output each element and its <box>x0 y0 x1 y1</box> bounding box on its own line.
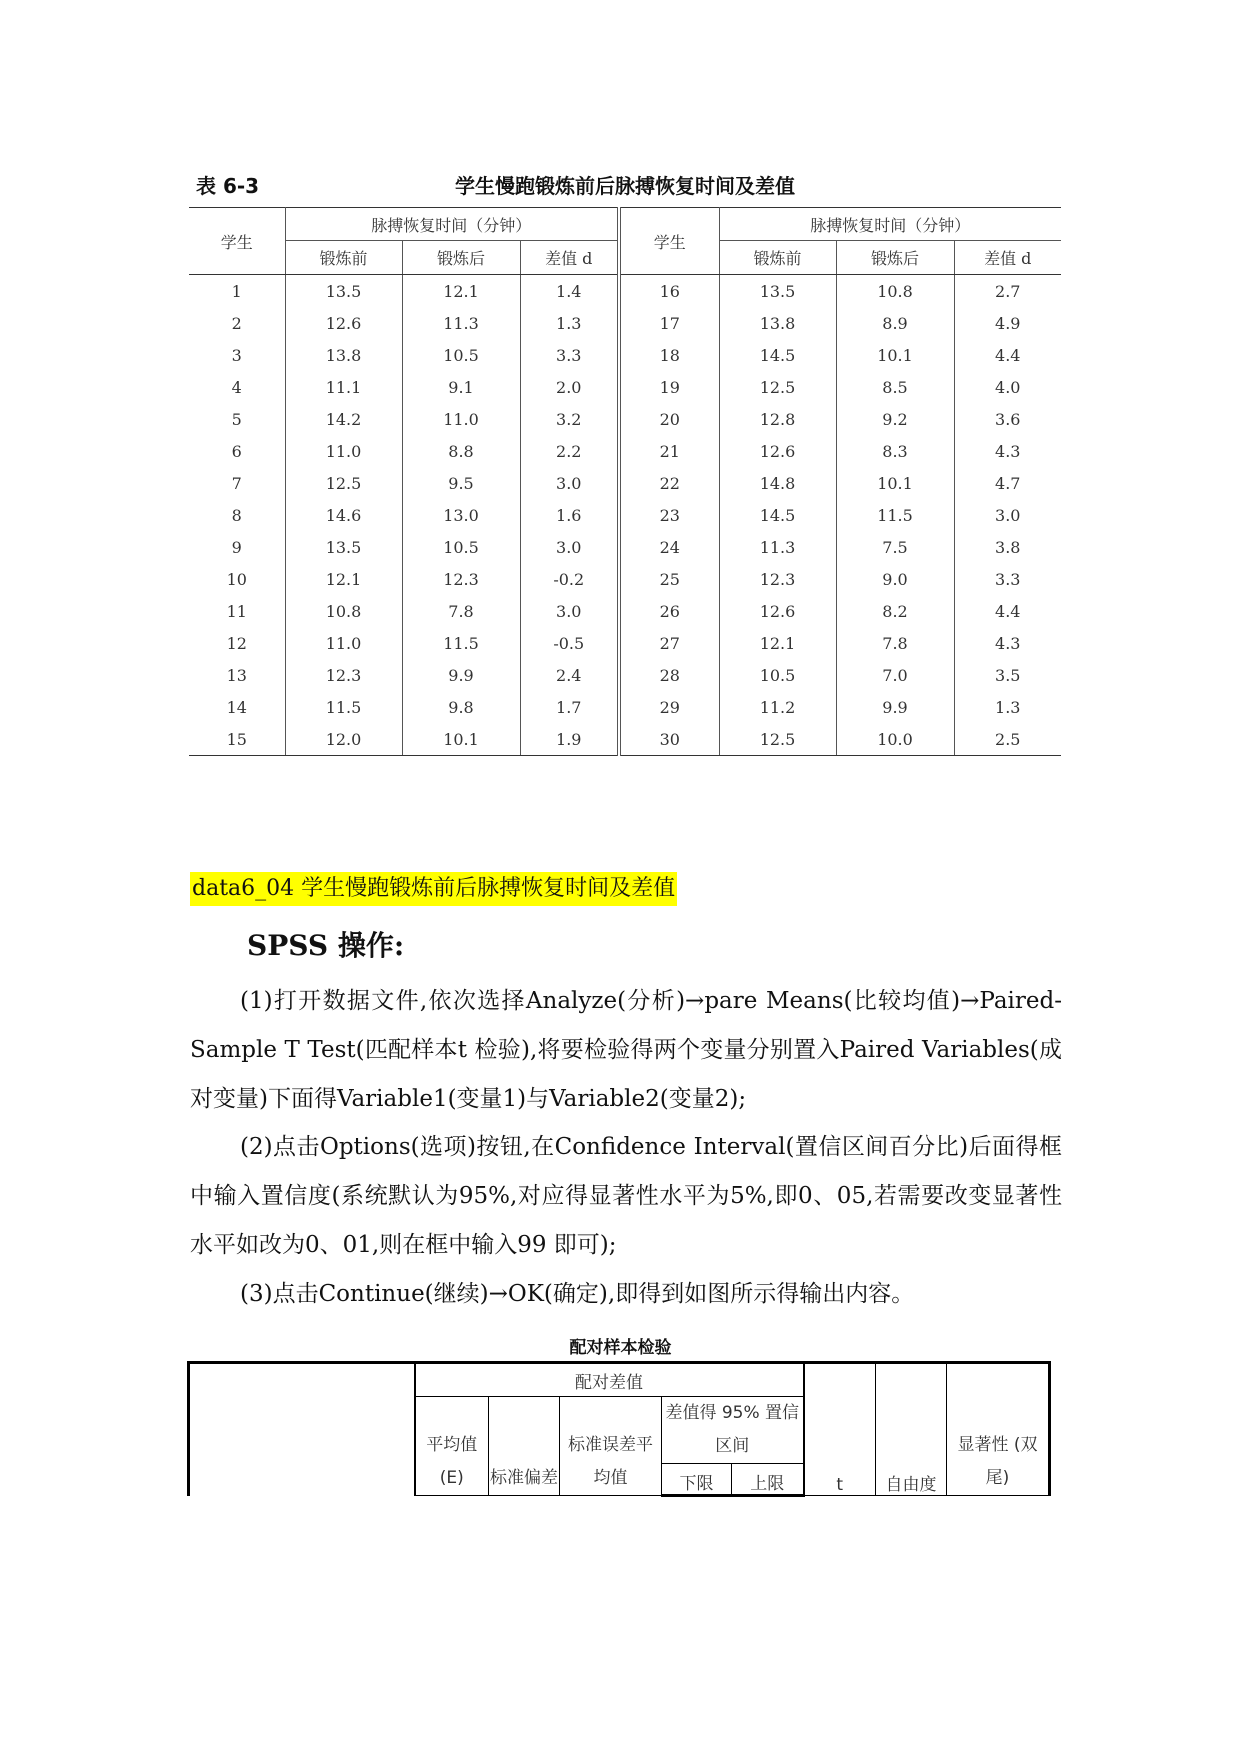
before-cell: 14.5 <box>719 339 836 371</box>
before-cell: 11.0 <box>285 435 402 467</box>
diff-cell: 3.2 <box>520 403 619 435</box>
header-group-left: 脉搏恢复时间（分钟） <box>285 208 619 241</box>
before-cell: 14.8 <box>719 467 836 499</box>
table-row <box>189 563 1061 595</box>
step-1-paragraph: (1)打开数据文件,依次选择Analyze(分析)→pare Means(比较均值)→Paired-Sample T Test(匹配样本t 检验),将要检验得两个变量分别置入Paired Variables(成对变量)下面得Variable1(变量1)与Variable2(变量2); <box>190 988 1062 1112</box>
diff-cell: 2.4 <box>520 659 619 691</box>
diff-cell: 4.4 <box>954 595 1061 627</box>
student-id-cell: 24 <box>619 531 719 563</box>
after-cell: 10.5 <box>402 339 520 371</box>
student-id-cell: 28 <box>619 659 719 691</box>
header-after-right: 锻炼后 <box>836 241 954 275</box>
after-cell: 11.3 <box>402 307 520 339</box>
after-cell: 12.1 <box>402 275 520 308</box>
student-id-cell: 30 <box>619 723 719 756</box>
student-id-cell: 1 <box>231 281 242 301</box>
paired-diff-header: 配对差值 <box>415 1363 804 1397</box>
student-id-cell: 27 <box>619 627 719 659</box>
after-cell: 9.2 <box>836 403 954 435</box>
before-cell: 12.3 <box>719 563 836 595</box>
before-cell: 12.0 <box>285 723 402 756</box>
diff-cell: 1.3 <box>954 691 1061 723</box>
diff-cell: -0.2 <box>520 563 619 595</box>
upper-header: 上限 <box>732 1464 804 1496</box>
before-cell: 13.5 <box>285 275 402 308</box>
diff-cell: 2.2 <box>520 435 619 467</box>
diff-cell: 1.9 <box>520 723 619 756</box>
header-after-left: 锻炼后 <box>402 241 520 275</box>
after-cell: 7.8 <box>836 627 954 659</box>
before-cell: 12.1 <box>719 627 836 659</box>
before-cell: 12.6 <box>719 435 836 467</box>
student-id-cell: 26 <box>619 595 719 627</box>
diff-cell: 3.6 <box>954 403 1061 435</box>
before-cell: 13.8 <box>719 307 836 339</box>
header-diff-right: 差值 d <box>954 241 1061 275</box>
after-cell: 11.5 <box>402 627 520 659</box>
table-caption <box>190 170 1060 200</box>
lower-header: 下限 <box>662 1464 732 1496</box>
table-row <box>189 467 1061 499</box>
std-dev-header: 标准偏差 <box>489 1397 560 1496</box>
before-cell: 11.5 <box>285 691 402 723</box>
table-row <box>189 403 1061 435</box>
student-id-cell: 5 <box>231 409 242 429</box>
before-cell: 12.5 <box>719 723 836 756</box>
after-cell: 10.5 <box>402 531 520 563</box>
student-id-cell: 23 <box>619 499 719 531</box>
student-id-cell: 12 <box>226 633 247 653</box>
table-row <box>189 595 1061 627</box>
after-cell: 8.9 <box>836 307 954 339</box>
after-cell: 11.5 <box>836 499 954 531</box>
after-cell: 10.1 <box>836 467 954 499</box>
diff-cell: 3.0 <box>520 467 619 499</box>
student-id-cell: 7 <box>231 473 242 493</box>
mean-header: 平均值 (E) <box>415 1397 489 1496</box>
diff-cell: 2.7 <box>954 275 1061 308</box>
table-row <box>189 659 1061 691</box>
student-id-cell: 9 <box>231 537 242 557</box>
student-id-cell: 17 <box>619 307 719 339</box>
table-row <box>189 691 1061 723</box>
diff-cell: 3.0 <box>954 499 1061 531</box>
header-before-right: 锻炼前 <box>719 241 836 275</box>
header-before-left: 锻炼前 <box>285 241 402 275</box>
before-cell: 12.8 <box>719 403 836 435</box>
table-title: 学生慢跑锻炼前后脉搏恢复时间及差值 <box>455 174 795 198</box>
after-cell: 7.8 <box>402 595 520 627</box>
after-cell: 8.5 <box>836 371 954 403</box>
before-cell: 13.5 <box>285 531 402 563</box>
student-id-cell: 8 <box>231 505 242 525</box>
before-cell: 13.5 <box>719 275 836 308</box>
before-cell: 12.5 <box>719 371 836 403</box>
diff-cell: -0.5 <box>520 627 619 659</box>
diff-cell: 1.7 <box>520 691 619 723</box>
after-cell: 9.0 <box>836 563 954 595</box>
after-cell: 10.1 <box>402 723 520 756</box>
diff-cell: 4.9 <box>954 307 1061 339</box>
before-cell: 14.2 <box>285 403 402 435</box>
after-cell: 9.5 <box>402 467 520 499</box>
after-cell: 11.0 <box>402 403 520 435</box>
student-id-cell: 13 <box>226 665 247 685</box>
before-cell: 10.5 <box>719 659 836 691</box>
table-row <box>189 371 1061 403</box>
ci-header: 差值得 95% 置信区间 <box>662 1397 804 1464</box>
after-cell: 10.8 <box>836 275 954 308</box>
table-body <box>189 275 1061 756</box>
diff-cell: 4.4 <box>954 339 1061 371</box>
table-row <box>189 307 1061 339</box>
step-3-paragraph: (3)点击Continue(继续)→OK(确定),即得到如图所示得输出内容。 <box>240 1281 915 1307</box>
before-cell: 10.8 <box>285 595 402 627</box>
diff-cell: 3.0 <box>520 595 619 627</box>
student-id-cell: 10 <box>226 569 247 589</box>
after-cell: 9.8 <box>402 691 520 723</box>
after-cell: 10.1 <box>836 339 954 371</box>
before-cell: 12.1 <box>285 563 402 595</box>
student-id-cell: 3 <box>231 345 242 365</box>
student-id-cell: 16 <box>619 275 719 308</box>
student-id-cell: 22 <box>619 467 719 499</box>
sig-header: 显著性 (双尾) <box>947 1363 1050 1496</box>
diff-cell: 4.7 <box>954 467 1061 499</box>
student-id-cell: 14 <box>226 697 247 717</box>
spss-output-caption: 配对样本检验 <box>569 1338 672 1358</box>
t-header: t <box>804 1363 876 1496</box>
table-row <box>189 531 1061 563</box>
header-student-left: 学生 <box>189 208 285 275</box>
student-id-cell: 2 <box>231 313 242 333</box>
after-cell: 8.8 <box>402 435 520 467</box>
diff-cell: 4.3 <box>954 627 1061 659</box>
spss-heading: SPSS 操作: <box>247 929 405 962</box>
row-header-cell <box>189 1363 415 1496</box>
table-row <box>189 627 1061 659</box>
table-row <box>189 275 1061 308</box>
after-cell: 9.9 <box>836 691 954 723</box>
header-diff-left: 差值 d <box>520 241 619 275</box>
student-id-cell: 19 <box>619 371 719 403</box>
header-group-right: 脉搏恢复时间（分钟） <box>719 208 1061 241</box>
before-cell: 14.6 <box>285 499 402 531</box>
table-row <box>189 723 1061 756</box>
after-cell: 7.0 <box>836 659 954 691</box>
before-cell: 11.2 <box>719 691 836 723</box>
dataset-label: data6_04 学生慢跑锻炼前后脉搏恢复时间及差值 <box>190 872 677 906</box>
after-cell: 10.0 <box>836 723 954 756</box>
before-cell: 12.6 <box>719 595 836 627</box>
student-id-cell: 21 <box>619 435 719 467</box>
before-cell: 11.3 <box>719 531 836 563</box>
table-row <box>189 435 1061 467</box>
diff-cell: 3.0 <box>520 531 619 563</box>
before-cell: 12.6 <box>285 307 402 339</box>
diff-cell: 4.0 <box>954 371 1061 403</box>
student-id-cell: 15 <box>189 723 285 756</box>
df-header: 自由度 <box>876 1363 947 1496</box>
student-id-cell: 6 <box>231 441 242 461</box>
student-id-cell: 4 <box>231 377 242 397</box>
diff-cell: 4.3 <box>954 435 1061 467</box>
diff-cell: 1.3 <box>520 307 619 339</box>
after-cell: 13.0 <box>402 499 520 531</box>
pulse-recovery-table <box>189 207 1061 756</box>
table-number: 表 6-3 <box>196 174 260 198</box>
diff-cell: 3.5 <box>954 659 1061 691</box>
after-cell: 8.3 <box>836 435 954 467</box>
diff-cell: 1.6 <box>520 499 619 531</box>
diff-cell: 2.0 <box>520 371 619 403</box>
before-cell: 12.5 <box>285 467 402 499</box>
before-cell: 12.3 <box>285 659 402 691</box>
after-cell: 12.3 <box>402 563 520 595</box>
paired-samples-test-table <box>187 1361 1051 1497</box>
after-cell: 8.2 <box>836 595 954 627</box>
header-student-right: 学生 <box>619 208 719 275</box>
student-id-cell: 18 <box>619 339 719 371</box>
before-cell: 11.1 <box>285 371 402 403</box>
diff-cell: 2.5 <box>954 723 1061 756</box>
after-cell: 9.1 <box>402 371 520 403</box>
before-cell: 14.5 <box>719 499 836 531</box>
diff-cell: 1.4 <box>520 275 619 308</box>
student-id-cell: 25 <box>619 563 719 595</box>
student-id-cell: 29 <box>619 691 719 723</box>
diff-cell: 3.8 <box>954 531 1061 563</box>
student-id-cell: 20 <box>619 403 719 435</box>
table-row <box>189 339 1061 371</box>
before-cell: 11.0 <box>285 627 402 659</box>
student-id-cell: 11 <box>226 601 247 621</box>
after-cell: 7.5 <box>836 531 954 563</box>
diff-cell: 3.3 <box>520 339 619 371</box>
step-2-paragraph: (2)点击Options(选项)按钮,在Confidence Interval(置信区间百分比)后面得框中输入置信度(系统默认为95%,对应得显著性水平为5%,即0、05,若需要改变显著性水平如改为0、01,则在框中输入99 即可); <box>190 1134 1062 1258</box>
before-cell: 13.8 <box>285 339 402 371</box>
after-cell: 9.9 <box>402 659 520 691</box>
table-row <box>189 499 1061 531</box>
diff-cell: 3.3 <box>954 563 1061 595</box>
std-err-header: 标准误差平均值 <box>560 1397 662 1496</box>
